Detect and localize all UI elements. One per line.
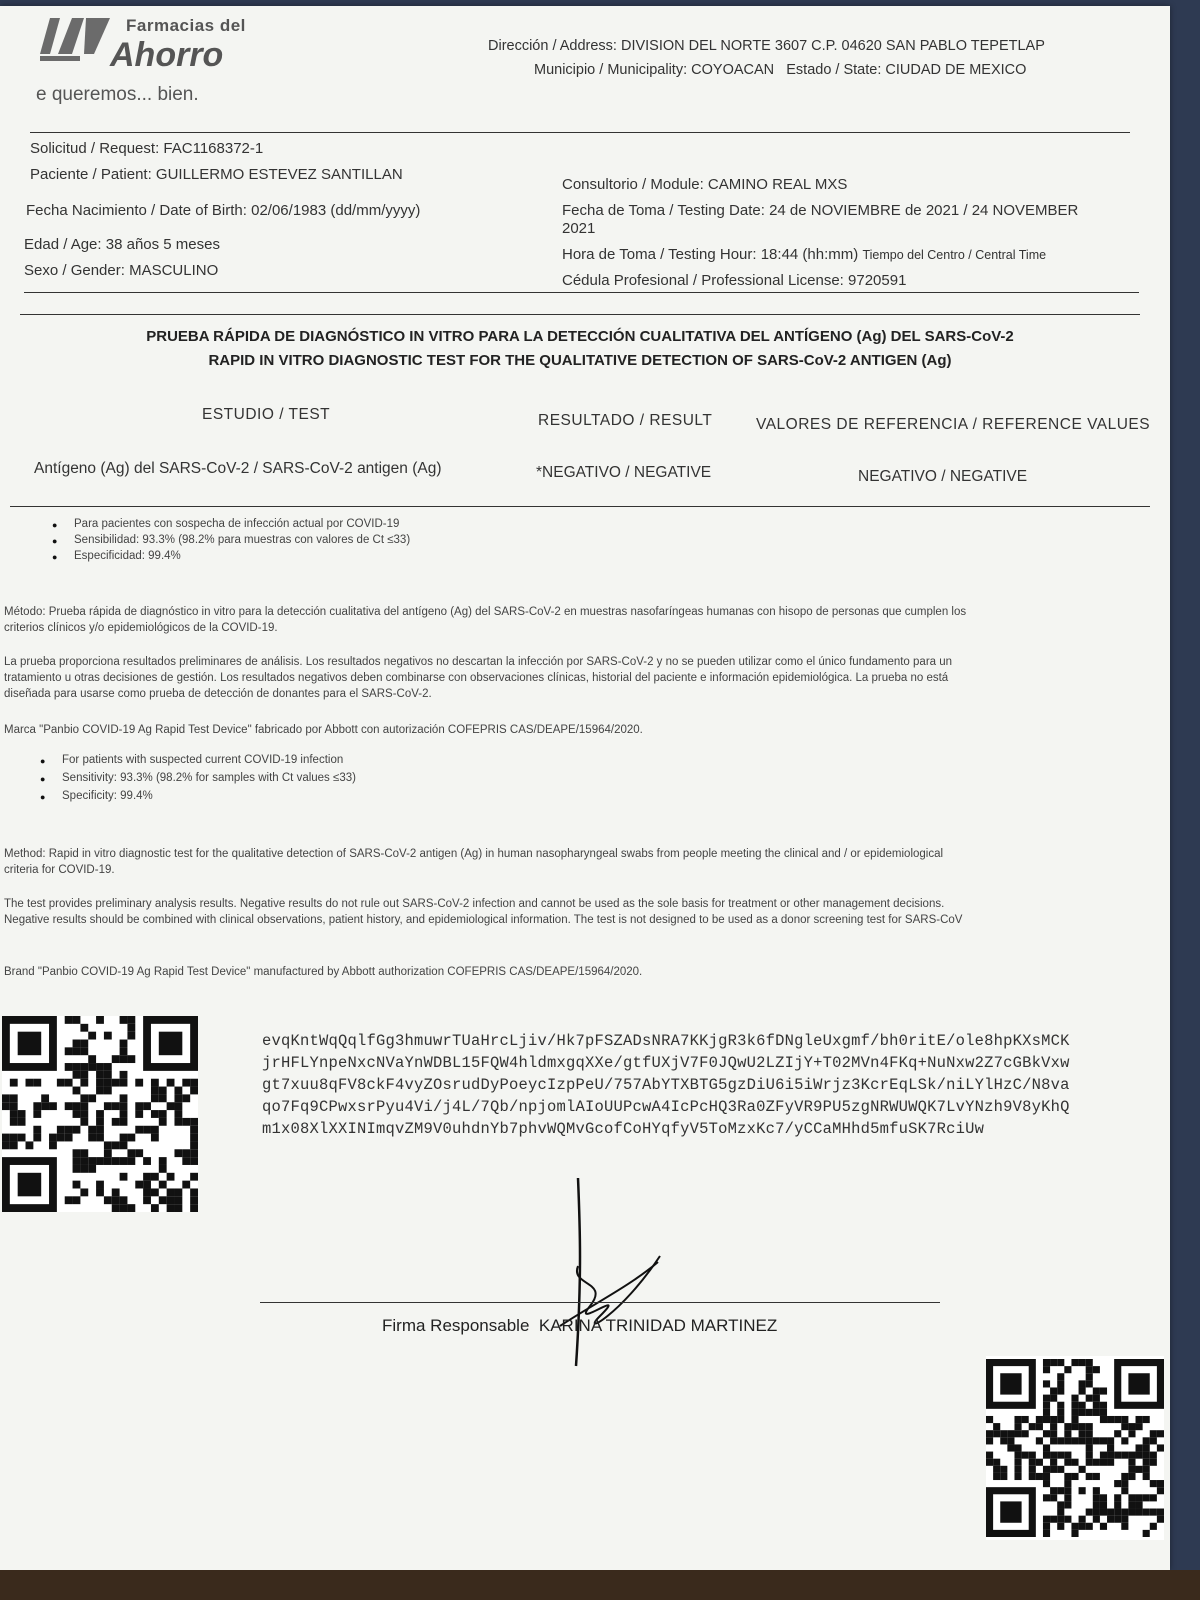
signature-label: Firma Responsable — [382, 1316, 530, 1335]
state-value: CIUDAD DE MEXICO — [885, 62, 1027, 78]
gender-field: Sexo / Gender: MASCULINO — [24, 262, 219, 279]
dob-field: Fecha Nacimiento / Date of Birth: 02/06/1983 (dd/mm/yyyy) — [26, 202, 421, 219]
age-value: 38 años 5 meses — [105, 236, 220, 253]
age-field: Edad / Age: 38 años 5 meses — [24, 236, 220, 253]
municipality-line: Municipio / Municipality: COYOACAN Estado / State: CIUDAD DE MEXICO — [534, 62, 1027, 78]
pharmacy-logo-icon — [36, 14, 116, 62]
qr-code-icon — [2, 1016, 198, 1212]
disclaimer-paragraph-es: La prueba proporciona resultados preliminares de análisis. Los resultados negativos no descartan la infección por SARS-CoV-2 y no se pueden utilizar como el único fundamento para un tratamiento u otras decisiones de gestión. Los resultados negativos deben combinarse con observaciones clínicas, historial del paciente e información epidemiológica. La prueba no está diseñada para usarse como prueba de detección de donantes para el SARS-CoV-2. — [4, 656, 953, 700]
divider — [30, 132, 1130, 133]
logo-brand-name: Ahorro — [110, 36, 224, 74]
municipality-value: COYOACAN — [691, 62, 775, 78]
request-value: FAC1168372-1 — [163, 140, 264, 157]
digital-seal-line: gt7xuu8qFV8ckF4vyZOsrudDyPoeycIzpPeU/757AbYTXBTG5gzDiU6i5iWrjz3KcrEqLSk/niLYlHzC/N8va — [262, 1076, 1070, 1094]
list-item: ● Para pacientes con sospecha de infección actual por COVID-19 — [74, 516, 399, 532]
dob-value: 02/06/1983 (dd/mm/yyyy) — [251, 202, 421, 219]
digital-seal — [262, 1030, 1166, 1140]
divider — [20, 314, 1140, 315]
column-header-result: RESULTADO / RESULT — [538, 412, 713, 429]
list-item: ● Sensibilidad: 93.3% (98.2% para muestras con valores de Ct ≤33) — [74, 532, 410, 548]
license-value: 9720591 — [848, 272, 907, 289]
list-item: ● Sensitivity: 93.3% (98.2% for samples with Ct values ≤33) — [62, 770, 356, 786]
qr-code-icon — [986, 1356, 1164, 1540]
column-header-reference: VALORES DE REFERENCIA / REFERENCE VALUES — [756, 416, 1151, 433]
module-value: CAMINO REAL MXS — [707, 176, 848, 193]
reference-value: NEGATIVO / NEGATIVE — [858, 468, 1028, 485]
digital-seal-line: evqKntWqQqlfGg3hmuwrTUaHrcLjiv/Hk7pFSZADsNRA7KKjgR3k6fDNgleUxgmf/bh0ritE/ole8hpKXsMCK — [262, 1032, 1070, 1050]
digital-seal-line: jrHFLYnpeNxcNVaYnWDBL15FQW4hldmxgqXXe/gtfUXjV7F0JQwU2LZIjY+T02MVn4FKq+NuNxw2Z7cGBkVxw — [262, 1054, 1070, 1072]
test-date-field: Fecha de Toma / Testing Date: 24 de NOVIEMBRE de 2021 / 24 NOVEMBER — [562, 202, 1079, 219]
list-item: ● Especificidad: 99.4% — [74, 548, 181, 564]
signature-block — [382, 1316, 777, 1336]
test-result: *NEGATIVO / NEGATIVE — [536, 464, 712, 481]
test-name: Antígeno (Ag) del SARS-CoV-2 / SARS-CoV-2 antigen (Ag) — [34, 460, 442, 477]
test-date-year: 2021 — [562, 220, 596, 237]
method-paragraph-es: Método: Prueba rápida de diagnóstico in vitro para la detección cualitativa del antígeno (Ag) del SARS-CoV-2 en muestras nasofaríngeas humanas con hisopo de personas que cumplen los criterios clínicos y/o epidemiológicos de la COVID-19. — [4, 606, 967, 634]
test-hour-value: 18:44 (hh:mm) — [760, 246, 859, 263]
report-page — [0, 6, 1170, 1570]
report-title-en: RAPID IN VITRO DIAGNOSTIC TEST FOR THE QUALITATIVE DETECTION OF SARS-CoV-2 ANTIGEN (Ag) — [208, 352, 952, 369]
address-line: Dirección / Address: DIVISION DEL NORTE 3607 C.P. 04620 SAN PABLO TEPETLAP — [488, 38, 1045, 54]
logo-subtitle: Farmacias del — [126, 16, 246, 35]
gender-value: MASCULINO — [129, 262, 219, 279]
divider — [10, 506, 1150, 507]
logo-slogan: e queremos... bien. — [36, 84, 199, 105]
brand-note-es: Marca "Panbio COVID-19 Ag Rapid Test Device" fabricado por Abbott con autorización COFEPRIS CAS/DEAPE/15964/2020. — [4, 724, 643, 736]
method-paragraph-en: Method: Rapid in vitro diagnostic test for the qualitative detection of SARS-CoV-2 antigen (Ag) in human nasopharyngeal swabs from people meeting the clinical and / or epidemiological criteria for COVID-19. — [4, 848, 944, 876]
report-title-es: PRUEBA RÁPIDA DE DIAGNÓSTICO IN VITRO PARA LA DETECCIÓN CUALITATIVA DEL ANTÍGENO (Ag) DEL SARS-CoV-2 — [146, 328, 1014, 345]
test-date-value: 24 de NOVIEMBRE de 2021 / 24 NOVEMBER — [769, 202, 1079, 219]
list-item: ● Specificity: 99.4% — [62, 788, 153, 804]
table-surface — [0, 1570, 1200, 1600]
handwritten-signature — [540, 1166, 680, 1386]
signature-line — [260, 1302, 940, 1303]
column-header-test: ESTUDIO / TEST — [202, 406, 331, 423]
address-value: DIVISION DEL NORTE 3607 C.P. 04620 SAN PABLO TEPETLAP — [620, 38, 1045, 54]
signatory-name: KARINA TRINIDAD MARTINEZ — [538, 1316, 778, 1335]
patient-field: Paciente / Patient: GUILLERMO ESTEVEZ SANTILLAN — [30, 166, 403, 183]
divider — [24, 292, 1139, 293]
digital-seal-line: m1x08XlXXINImqvZM9V0uhdnYb7phvWQMvGcofCoHYqfyV5ToMzxKc7/yCCaMHhd5mfuSK7RciUw — [262, 1120, 985, 1138]
timezone: Tiempo del Centro / Central Time — [862, 248, 1047, 262]
digital-seal-line: qo7Fq9CPwxsrPyu4Vi/j4L/7Qb/npjomlAIoUUPcwA4IcPcHQ3Ra0ZFyVR9PU5zgNRWUWQK7LvYNzh9V8yKhQ — [262, 1098, 1070, 1116]
patient-name: GUILLERMO ESTEVEZ SANTILLAN — [155, 166, 403, 183]
module-field: Consultorio / Module: CAMINO REAL MXS — [562, 176, 848, 193]
list-item: ● For patients with suspected current COVID-19 infection — [62, 752, 343, 768]
license-field: Cédula Profesional / Professional License: 9720591 — [562, 272, 907, 289]
request-field: Solicitud / Request: FAC1168372-1 — [30, 140, 264, 157]
brand-note-en: Brand "Panbio COVID-19 Ag Rapid Test Device" manufactured by Abbott authorization COFEPRIS CAS/DEAPE/15964/2020. — [4, 966, 643, 978]
test-hour-field: Hora de Toma / Testing Hour: 18:44 (hh:mm) Tiempo del Centro / Central Time — [562, 246, 1047, 263]
disclaimer-paragraph-en: The test provides preliminary analysis results. Negative results do not rule out SARS-CoV-2 infection and cannot be used as the sole basis for treatment or other management decisions. Negative results should be combined with clinical observations, patient history, and epidemiological information. The test is not designed to be used as a donor screening test for SARS-CoV — [4, 898, 963, 926]
